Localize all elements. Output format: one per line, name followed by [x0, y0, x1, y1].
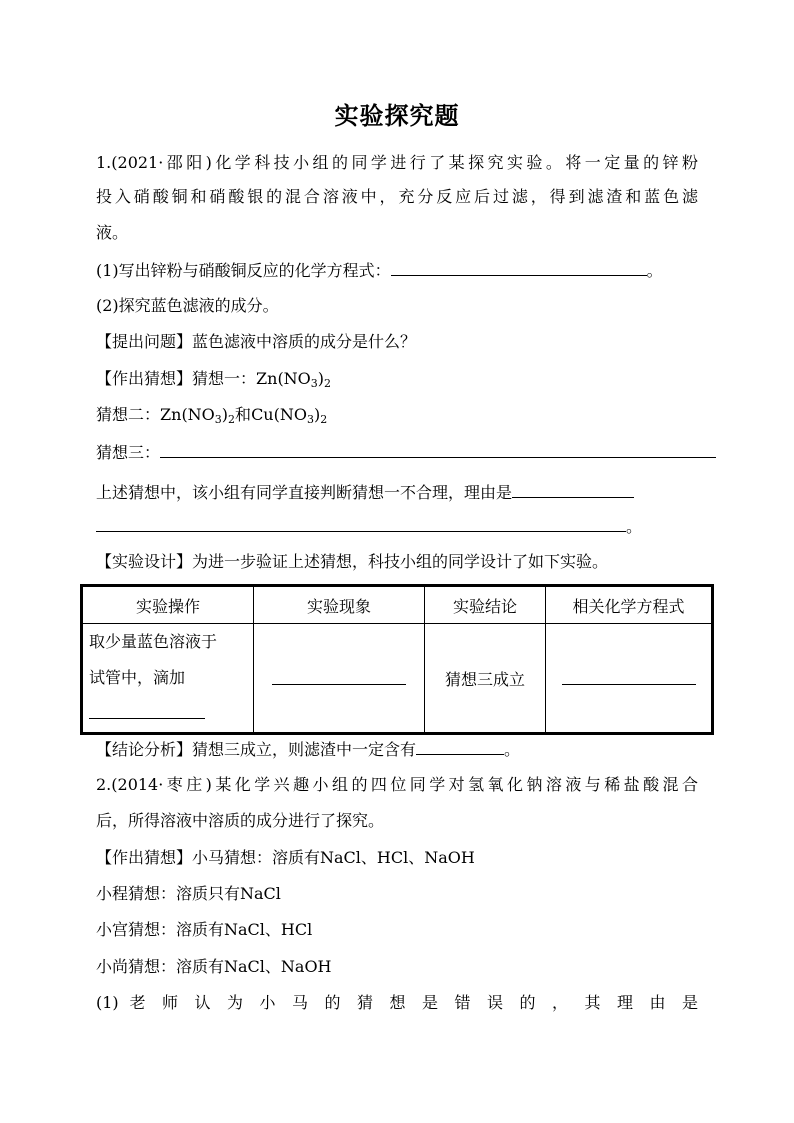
answer-blank-residue[interactable]	[416, 738, 504, 755]
q1-question: 【提出问题】蓝色滤液中溶质的成分是什么？	[96, 332, 417, 351]
q2-line-2: 后，所得溶液中溶质的成分进行了探究。	[96, 811, 385, 830]
answer-blank-reason-2[interactable]	[96, 515, 626, 532]
operation-cell	[82, 624, 254, 734]
formula-part: )	[317, 369, 325, 388]
hypothesis-label: 猜想三：	[96, 443, 161, 462]
q1-design: 【实验设计】为进一步验证上述猜想，科技小组的同学设计了如下实验。	[96, 552, 609, 571]
q1-analysis	[96, 738, 520, 761]
answer-blank-reason[interactable]	[512, 481, 634, 498]
q2-hypothesis-xiaocheng: 小程猜想：溶质只有NaCl	[96, 884, 281, 903]
formula-subscript: 2	[228, 413, 236, 426]
equation-cell	[546, 624, 713, 734]
q1-hypothesis-3	[96, 441, 716, 464]
q1-hypothesis-2	[96, 404, 327, 426]
q1-hypothesis-1	[96, 368, 331, 390]
formula-part: Zn(NO	[256, 369, 311, 388]
q1-line-1: 1.(2021·邵阳)化学科技小组的同学进行了某探究实验。将一定量的锌粉	[96, 153, 698, 172]
table-header-row	[82, 586, 713, 624]
hypothesis-label: 猜想二：	[96, 405, 161, 424]
answer-blank-phenomenon[interactable]	[272, 668, 406, 685]
conjunction: 和	[235, 405, 252, 424]
q2-hypothesis-xiaoma: 【作出猜想】小马猜想：溶质有NaCl、HCl、NaOH	[96, 848, 475, 867]
q1-reason	[96, 481, 634, 504]
analysis-end: 。	[504, 740, 521, 759]
operation-blank-line	[89, 696, 247, 732]
conclusion-cell: 猜想三成立	[425, 624, 546, 734]
formula-subscript: 3	[306, 413, 314, 426]
reason-text: 上述猜想中，该小组有同学直接判断猜想一不合理，理由是	[96, 483, 513, 502]
phenomenon-cell	[254, 624, 425, 734]
q1-part2: (2)探究蓝色滤液的成分。	[96, 296, 279, 315]
q2-hypothesis-xiaogong: 小宫猜想：溶质有NaCl、HCl	[96, 920, 313, 939]
table-header-cell: 相关化学方程式	[546, 586, 713, 624]
experiment-table	[80, 584, 714, 735]
formula-subscript: 2	[320, 413, 328, 426]
reason-end: 。	[626, 517, 643, 536]
page-title: 实验探究题	[334, 101, 460, 130]
q1-part1-end: 。	[646, 261, 663, 280]
operation-line: 取少量蓝色溶液于	[89, 632, 218, 651]
formula-part: )	[313, 405, 321, 424]
answer-blank-table-equation[interactable]	[562, 668, 696, 685]
table-row	[82, 624, 713, 734]
formula-subscript: 3	[214, 413, 222, 426]
q1-part1-text: (1)写出锌粉与硝酸铜反应的化学方程式：	[96, 261, 391, 280]
table-header-cell: 实验现象	[254, 586, 425, 624]
q2-hypothesis-xiaoshang: 小尚猜想：溶质有NaCl、NaOH	[96, 957, 332, 976]
q1-reason-continued	[96, 515, 642, 538]
table-header-cell: 实验操作	[82, 586, 254, 624]
answer-blank-equation[interactable]	[391, 259, 647, 276]
formula-subscript: 2	[324, 377, 332, 390]
q2-part1: (1) 老 师 认 为 小 马 的 猜 想 是 错 误 的 ， 其 理 由 是	[96, 993, 698, 1012]
operation-line: 试管中，滴加	[89, 668, 186, 687]
q1-line-2: 投入硝酸铜和硝酸银的混合溶液中，充分反应后过滤，得到滤渣和蓝色滤	[96, 187, 698, 206]
hypothesis-label: 【作出猜想】猜想一：	[96, 369, 257, 388]
analysis-text: 【结论分析】猜想三成立，则滤渣中一定含有	[96, 740, 417, 759]
formula-part: Cu(NO	[251, 405, 307, 424]
q1-line-3: 液。	[96, 223, 129, 242]
answer-blank-hypothesis-3[interactable]	[160, 441, 716, 458]
table-header-cell: 实验结论	[425, 586, 546, 624]
formula-subscript: 3	[310, 377, 318, 390]
formula-part: Zn(NO	[160, 405, 215, 424]
formula-part: )	[221, 405, 229, 424]
q1-part1	[96, 259, 663, 282]
answer-blank-reagent[interactable]	[89, 702, 205, 719]
q2-line-1: 2.(2014·枣庄)某化学兴趣小组的四位同学对氢氧化钠溶液与稀盐酸混合	[96, 775, 698, 794]
